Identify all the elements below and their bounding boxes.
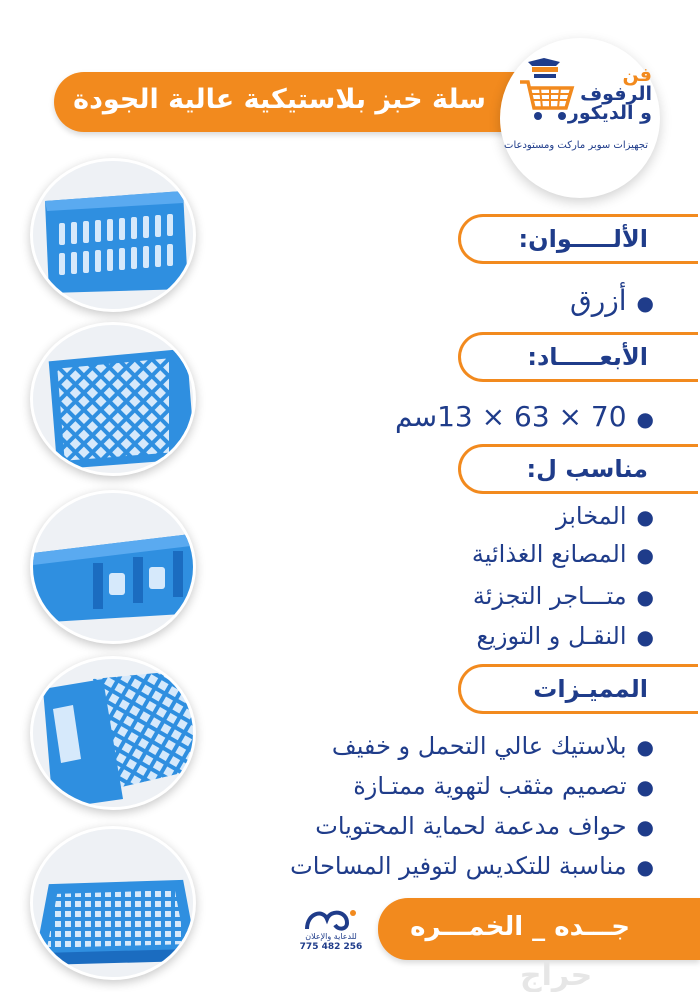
agency-mark-icon — [301, 905, 361, 933]
brand-logo — [500, 38, 660, 198]
bullet-icon: ● — [636, 735, 654, 759]
crate-front-image — [33, 161, 196, 312]
thumbnail-crate-edge — [30, 490, 196, 644]
thumbnail-crate-side — [30, 322, 196, 476]
watermark: حراج — [520, 958, 593, 992]
thumbnail-crate-top — [30, 826, 196, 980]
crate-top-image — [33, 829, 196, 980]
feature-item: ●مناسبة للتكديس لتوفير المساحات — [290, 852, 654, 880]
feature-item: ●حواف مدعمة لحماية المحتويات — [315, 812, 654, 840]
page-title: سلة خبز بلاستيكية عالية الجودة — [73, 84, 486, 115]
bullet-icon: ● — [636, 543, 654, 567]
suitable-item: ●متـــاجر التجزئة — [472, 582, 654, 610]
bullet-icon: ● — [636, 815, 654, 839]
feature-item: ●تصميم مثقب لتهوية ممتـازة — [353, 772, 654, 800]
crate-edge-image — [33, 493, 196, 644]
location-text: جـــده _ الخمـــره — [410, 912, 630, 942]
suitable-item: ●النقـل و التوزيع — [476, 622, 654, 650]
bullet-icon: ● — [636, 407, 654, 431]
section-colors-header: الألـــــوان: — [458, 214, 698, 264]
bullet-icon: ● — [636, 625, 654, 649]
thumbnail-crate-corner — [30, 656, 196, 810]
crate-corner-image — [33, 659, 196, 810]
brand-tagline: تجهيزات سوبر ماركت ومستودعات — [504, 140, 648, 151]
crate-side-image — [33, 325, 196, 476]
agency-logo: للدعاية والإعلان 775 482 256 — [290, 905, 372, 965]
bullet-icon: ● — [636, 585, 654, 609]
header-bar — [54, 72, 516, 132]
bullet-icon: ● — [636, 775, 654, 799]
brand-name: فن الرفوف و الديكور — [567, 64, 652, 124]
color-item: ●أزرق — [570, 284, 654, 317]
feature-item: ●بلاستيك عالي التحمل و خفيف — [331, 732, 654, 760]
bullet-icon: ● — [636, 505, 654, 529]
dimensions-item: ●70 × 63 × 13سم — [394, 400, 654, 433]
location-bar — [378, 898, 700, 960]
suitable-item: ●المصانع الغذائية — [471, 540, 654, 568]
section-features-header: المميـزات — [458, 664, 698, 714]
bullet-icon: ● — [636, 291, 654, 315]
thumbnail-crate-front — [30, 158, 196, 312]
section-suitable-header: مناسب ل: — [458, 444, 698, 494]
section-dimensions-header: الأبعـــــاد: — [458, 332, 698, 382]
bullet-icon: ● — [636, 855, 654, 879]
suitable-item: ●المخابز — [555, 502, 654, 530]
